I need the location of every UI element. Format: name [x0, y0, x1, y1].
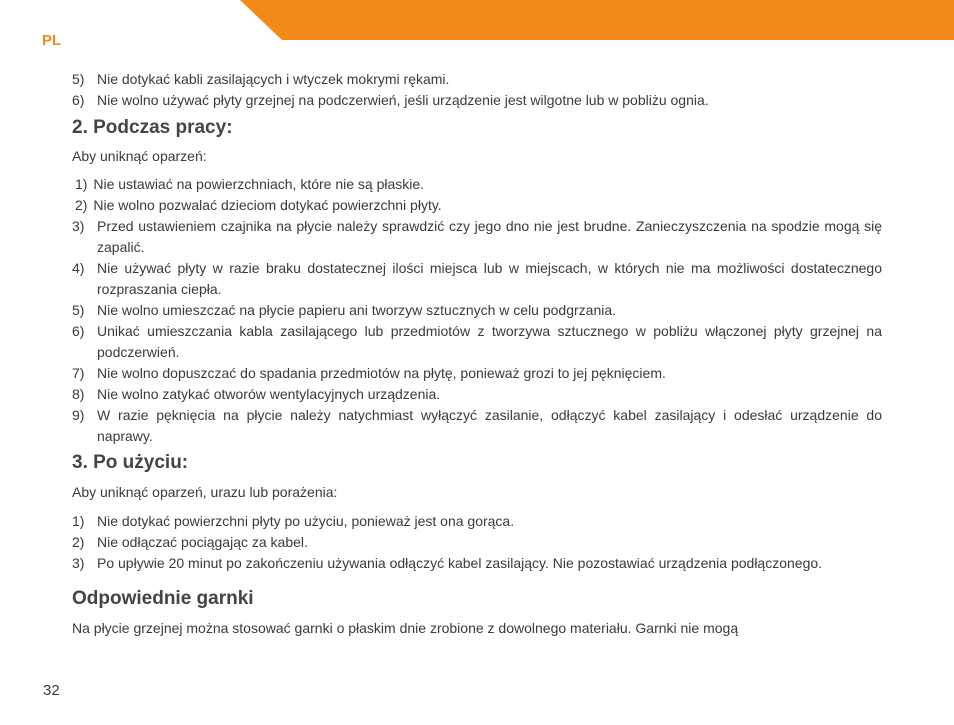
cookware-paragraph: Na płycie grzejnej można stosować garnki o płaskim dnie zrobione z dowolnego materiału. Garnki nie mogą	[72, 620, 739, 636]
item-text: Unikać umieszczania kabla zasilającego lub przedmiotów z tworzywa sztucznego w pobliżu włączonej płyty grzejnej na podczerwień.	[97, 323, 882, 360]
item-number: 3)	[72, 218, 85, 234]
item-text: Nie wolno pozwalać dzieciom dotykać powierzchni płyty.	[93, 197, 442, 213]
item-number: 8)	[72, 386, 85, 402]
list-item	[72, 321, 882, 363]
list-item	[72, 532, 882, 553]
item-text: Nie wolno używać płyty grzejnej na podczerwień, jeśli urządzenie jest wilgotne lub w pobliżu ognia.	[97, 92, 709, 108]
page-number: 32	[43, 682, 60, 699]
item-number: 1)	[75, 176, 88, 192]
item-number: 5)	[72, 71, 85, 87]
item-number: 7)	[72, 365, 85, 381]
item-text: Przed ustawieniem czajnika na płycie należy sprawdzić czy jego dno nie jest brudne. Zanieczyszczenia na spodzie mogą się zapalić.	[97, 218, 882, 255]
list-item	[72, 405, 882, 447]
list-item	[72, 511, 882, 532]
item-number: 2)	[75, 197, 88, 213]
item-text: Nie dotykać powierzchni płyty po użyciu, ponieważ jest ona gorąca.	[97, 513, 515, 529]
section3-list	[72, 511, 882, 574]
language-label: PL	[42, 32, 62, 49]
section-intro: Aby uniknąć oparzeń, urazu lub porażenia:	[72, 484, 338, 500]
section-heading-cookware: Odpowiednie garnki	[72, 588, 254, 609]
list-item	[72, 300, 882, 321]
section-intro: Aby uniknąć oparzeń:	[72, 148, 207, 164]
list-item	[72, 195, 882, 216]
item-text: W razie pęknięcia na płycie należy natychmiast wyłączyć zasilanie, odłączyć kabel zasilający i odesłać urządzenie do naprawy.	[97, 407, 882, 444]
item-number: 6)	[72, 92, 85, 108]
list-item	[72, 90, 882, 111]
section1-list-tail	[72, 69, 882, 111]
list-item	[72, 363, 882, 384]
item-text: Nie dotykać kabli zasilających i wtyczek mokrymi rękami.	[97, 71, 450, 87]
item-number: 3)	[72, 555, 85, 571]
list-item	[72, 69, 882, 90]
list-item	[72, 216, 882, 258]
list-item	[72, 384, 882, 405]
document-body	[72, 69, 882, 639]
item-number: 9)	[72, 407, 85, 423]
item-number: 5)	[72, 302, 85, 318]
item-text: Nie wolno dopuszczać do spadania przedmiotów na płytę, ponieważ grozi to jej pęknięciem.	[97, 365, 666, 381]
header-accent-bar	[240, 0, 954, 40]
item-text: Nie używać płyty w razie braku dostatecznej ilości miejsca lub w miejscach, w których nie ma możliwości dostatecznego rozpraszania ciepła.	[97, 260, 882, 297]
item-number: 2)	[72, 534, 85, 550]
item-text: Nie ustawiać na powierzchniach, które nie są płaskie.	[93, 176, 425, 192]
item-text: Nie odłączać pociągając za kabel.	[97, 534, 308, 550]
section2-list	[72, 174, 882, 447]
item-number: 6)	[72, 323, 85, 339]
section-heading-after-use: 3. Po użyciu:	[72, 452, 189, 473]
item-text: Nie wolno umieszczać na płycie papieru ani tworzyw sztucznych w celu podgrzania.	[97, 302, 617, 318]
item-number: 4)	[72, 260, 85, 276]
section-heading-during-use: 2. Podczas pracy:	[72, 117, 233, 138]
item-text: Nie wolno zatykać otworów wentylacyjnych urządzenia.	[97, 386, 441, 402]
list-item	[72, 174, 882, 195]
list-item	[72, 258, 882, 300]
item-text: Po upływie 20 minut po zakończeniu używania odłączyć kabel zasilający. Nie pozostawiać urządzenia podłączonego.	[97, 555, 823, 571]
list-item	[72, 553, 882, 574]
item-number: 1)	[72, 513, 85, 529]
